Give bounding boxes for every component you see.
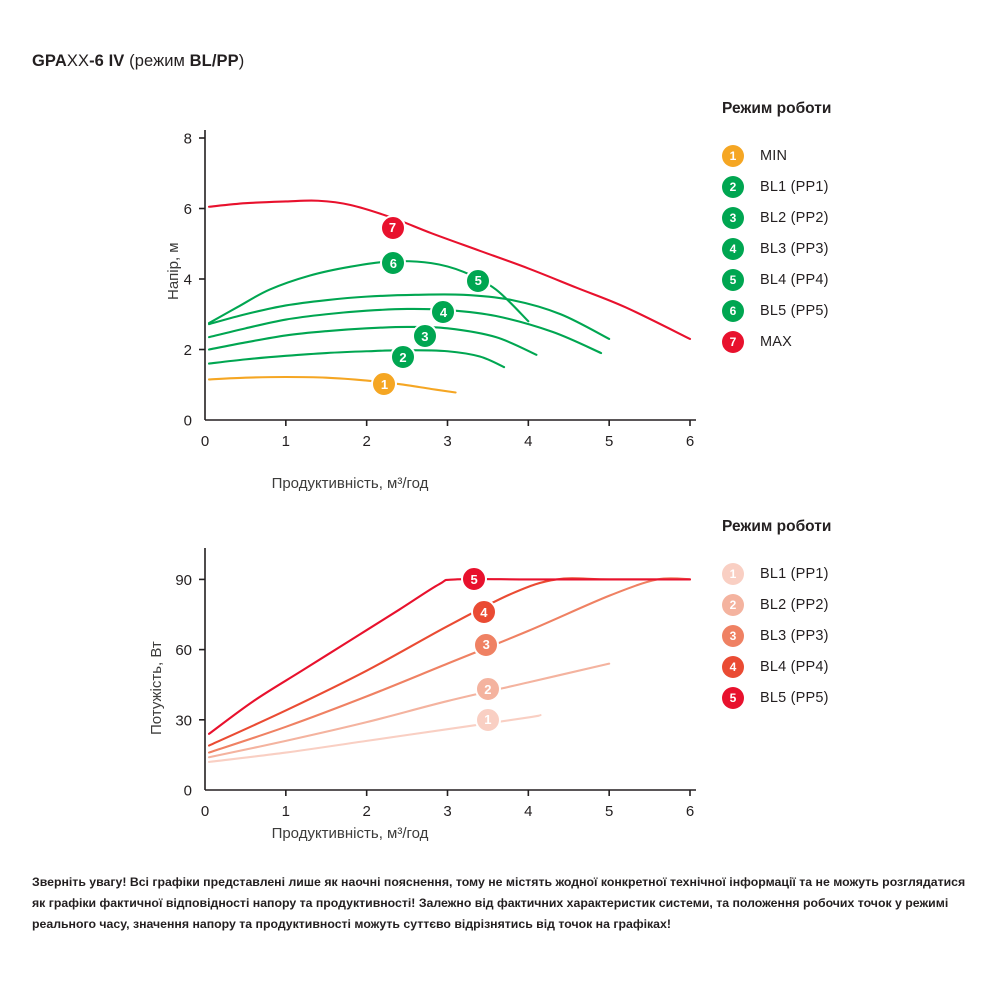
legend2-title: Режим роботи [722,518,832,535]
legend-badge-icon: 1 [722,145,744,167]
svg-text:6: 6 [685,803,695,820]
title-model-suffix: -6 IV [89,52,125,70]
svg-text:90: 90 [175,571,192,589]
svg-text:30: 30 [175,712,192,730]
chart-point-badge: 5 [465,268,491,294]
svg-text:2: 2 [362,803,371,820]
chart-point-badge: 2 [475,676,501,702]
legend-item-label: BL5 (PP5) [760,689,829,706]
head-flow-chart-svg [0,110,700,500]
svg-text:6: 6 [685,433,695,450]
legend1-rows [722,140,831,357]
legend-item-label: BL1 (PP1) [760,178,829,195]
title-model-prefix: GPA [32,52,67,70]
svg-text:0: 0 [200,433,210,450]
legend-item-label: MAX [760,333,793,350]
svg-text:2: 2 [183,342,192,359]
chart-point-badge: 2 [390,344,416,370]
svg-text:4: 4 [524,803,533,820]
legend-item-label: BL2 (PP2) [760,596,829,613]
legend-item-min[interactable] [722,140,831,171]
legend-badge-icon: 4 [722,238,744,260]
chart-point-badge: 1 [371,371,397,397]
chart2-y-axis-title: Потужість, Вт [148,641,165,735]
svg-text:3: 3 [443,433,452,450]
legend-item-label: BL3 (PP3) [760,627,829,644]
chart-point-badge: 5 [461,566,487,592]
chart-point-badge: 4 [430,299,456,325]
legend-item-bl3-pp3[interactable] [722,620,831,651]
legend-item-bl4-pp4[interactable] [722,264,831,295]
svg-text:1: 1 [281,433,291,450]
legend-badge-icon: 1 [722,563,744,585]
legend-item-bl1-pp1[interactable] [722,558,831,589]
svg-text:0: 0 [200,803,210,820]
legend-badge-icon: 5 [722,687,744,709]
svg-text:5: 5 [604,803,614,820]
legend-item-bl2-pp2[interactable] [722,589,831,620]
chart-point-badge: 1 [475,707,501,733]
svg-text:8: 8 [183,130,192,148]
svg-text:4: 4 [183,271,192,289]
legend-item-bl4-pp4[interactable] [722,651,831,682]
chart-point-badge: 3 [473,632,499,658]
chart-point-badge: 3 [412,323,438,349]
svg-text:5: 5 [604,433,614,450]
title-mode: BL/PP [189,52,239,70]
svg-text:3: 3 [443,803,452,820]
legend-badge-icon: 3 [722,625,744,647]
legend-item-bl2-pp2[interactable] [722,202,831,233]
head-flow-chart [0,110,700,500]
legend-item-bl5-pp5[interactable] [722,682,831,713]
legend-item-label: BL1 (PP1) [760,565,829,582]
legend-item-label: BL4 (PP4) [760,658,829,675]
legend-item-label: MIN [760,147,788,164]
title-paren-open: (режим [124,52,190,70]
power-flow-chart [0,520,700,860]
chart-point-badge: 7 [380,215,406,241]
legend-item-label: BL3 (PP3) [760,240,829,257]
legend-badge-icon: 4 [722,656,744,678]
legend-item-label: BL4 (PP4) [760,271,829,288]
legend-item-bl5-pp5[interactable] [722,295,831,326]
legend-item-bl1-pp1[interactable] [722,171,831,202]
legend-badge-icon: 2 [722,176,744,198]
legend-head-flow [722,100,831,357]
legend1-title: Режим роботи [722,100,832,117]
svg-text:1: 1 [281,803,291,820]
legend-item-bl3-pp3[interactable] [722,233,831,264]
legend-badge-icon: 5 [722,269,744,291]
legend-item-label: BL2 (PP2) [760,209,829,226]
legend-badge-icon: 6 [722,300,744,322]
legend2-rows [722,558,831,713]
svg-text:60: 60 [175,642,192,660]
title-paren-close: ) [238,52,245,70]
svg-text:6: 6 [183,201,192,218]
chart-point-badge: 6 [380,250,406,276]
legend-badge-icon: 7 [722,331,744,353]
svg-text:4: 4 [524,433,533,450]
svg-text:2: 2 [362,433,371,450]
legend-badge-icon: 2 [722,594,744,616]
svg-text:0: 0 [183,782,192,800]
legend-badge-icon: 3 [722,207,744,229]
chart1-y-axis-title: Напір, м [165,242,182,300]
footnote-disclaimer: Зверніть увагу! Всі графіки представлені лише як наочні пояснення, тому не містять жодної конкретної технічної інформації та не можуть розглядатися як графіки фактичної відповідності напору та продуктивності! Залежно від фактичних характеристик системи, та положення робочих точок у режимі реального часу, значення напору та продуктивності можуть суттєво відрізнятись від точок на графіках! [32,875,966,932]
chart2-x-axis-title: Продуктивність, м³/год [271,825,429,842]
page-title [32,52,244,71]
chart1-x-axis-title: Продуктивність, м³/год [271,475,429,492]
legend-item-max[interactable] [722,326,831,357]
legend-item-label: BL5 (PP5) [760,302,829,319]
svg-text:0: 0 [183,412,192,430]
chart-point-badge: 4 [471,599,497,625]
title-model-xx: XX [66,52,90,70]
legend-power-flow [722,518,831,713]
power-flow-chart-svg [0,520,700,860]
